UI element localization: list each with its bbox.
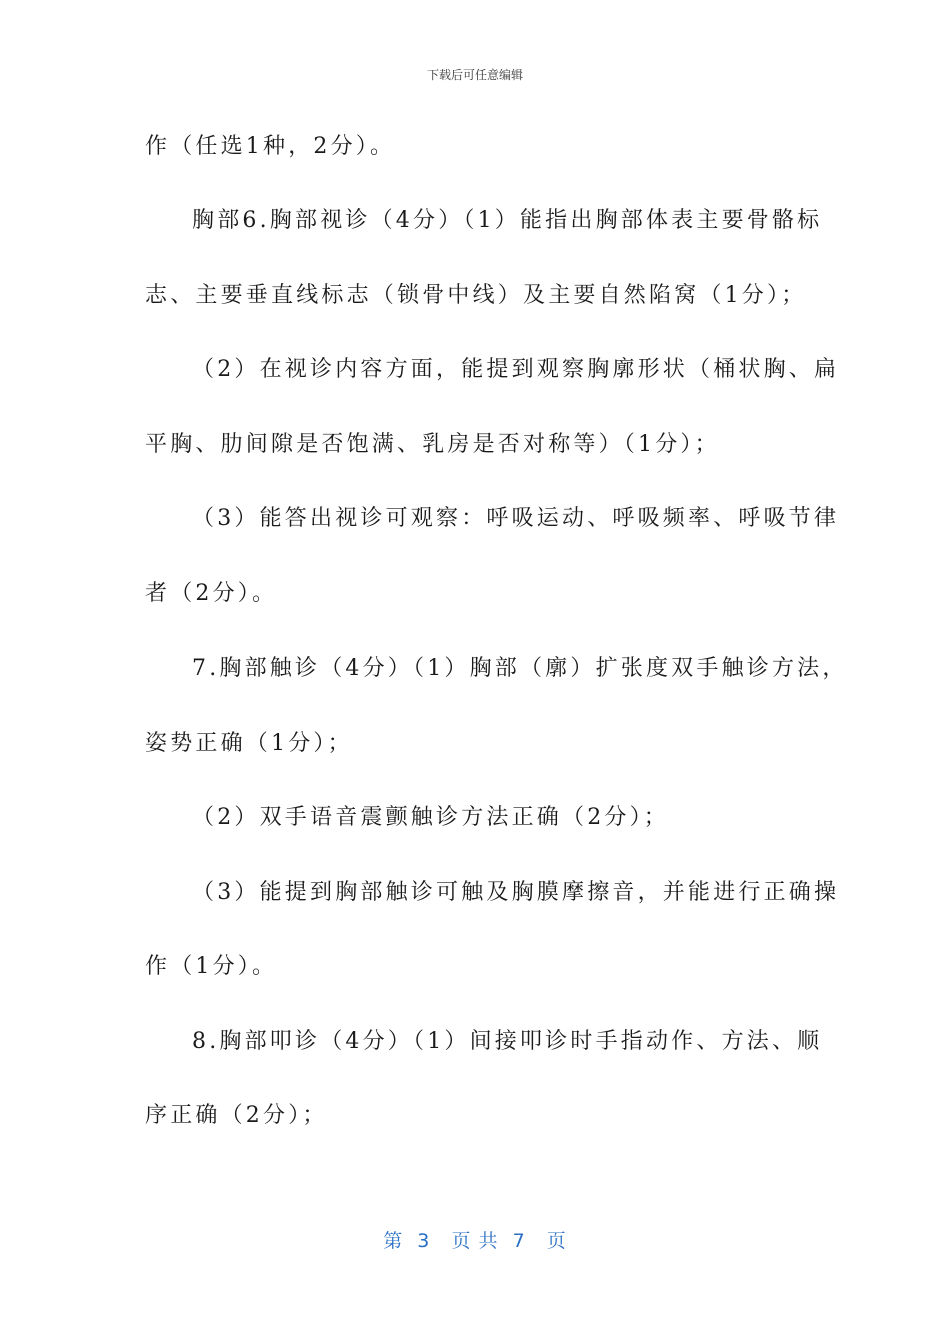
paragraph-line: （2）双手语音震颤触诊方法正确（2分）； bbox=[192, 805, 669, 830]
paragraph-line: 胸部6.胸部视诊（4分）（1）能指出胸部体表主要骨骼标 bbox=[192, 208, 823, 233]
paragraph-line: 8.胸部叩诊（4分）（1）间接叩诊时手指动作、方法、顺 bbox=[192, 1029, 823, 1054]
paragraph-line: （3）能答出视诊可观察：呼吸运动、呼吸频率、呼吸节律 bbox=[192, 506, 840, 531]
header-note: 下载后可任意编辑 bbox=[426, 68, 523, 82]
paragraph-line: 姿势正确（1分）； bbox=[145, 731, 353, 756]
paragraph-line: 7.胸部触诊（4分）（1）胸部（廓）扩张度双手触诊方法， bbox=[192, 656, 848, 681]
page-number-footer: 第 3 页 共 7 页 bbox=[383, 1230, 567, 1252]
paragraph-line: 作（任选1种，2分）。 bbox=[145, 134, 396, 159]
paragraph-line: （3）能提到胸部触诊可触及胸膜摩擦音，并能进行正确操 bbox=[192, 880, 840, 905]
paragraph-line: 志、主要垂直线标志（锁骨中线）及主要自然陷窝（1分）； bbox=[145, 283, 807, 308]
paragraph-line: （2）在视诊内容方面，能提到观察胸廓形状（桶状胸、扁 bbox=[192, 357, 840, 382]
paragraph-line: 序正确（2分）； bbox=[145, 1103, 328, 1128]
paragraph-line: 作（1分）。 bbox=[145, 954, 278, 979]
paragraph-line: 者（2分）。 bbox=[145, 581, 278, 606]
paragraph-line: 平胸、肋间隙是否饱满、乳房是否对称等）（1分）； bbox=[145, 432, 720, 457]
